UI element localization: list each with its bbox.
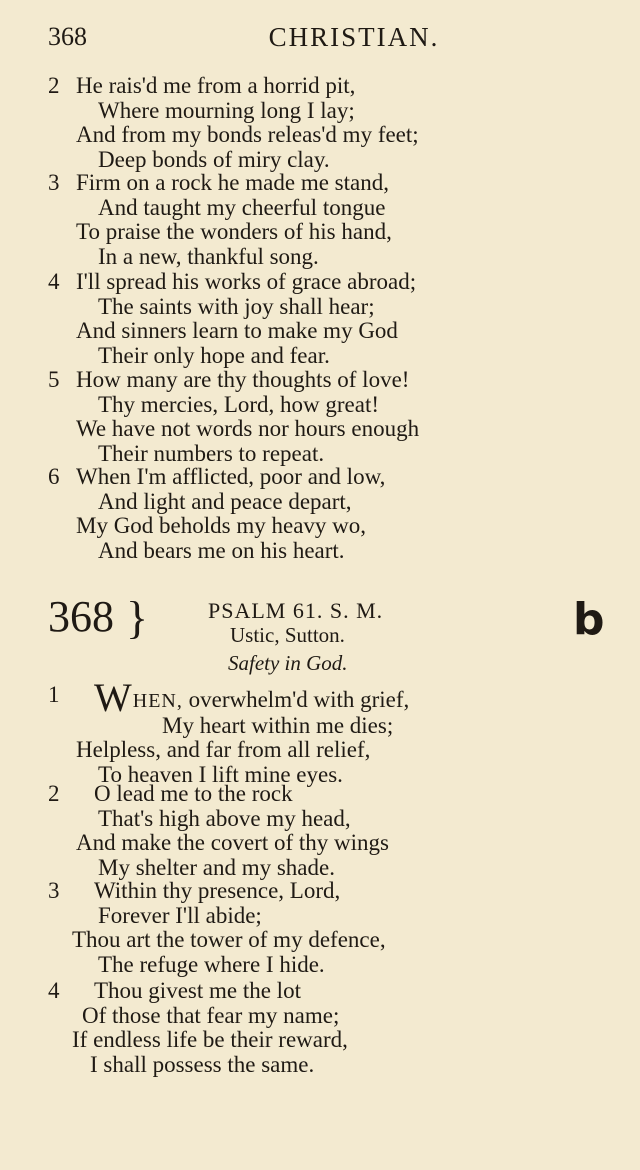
verse-line: Within thy presence, Lord, [94, 878, 341, 903]
verse [48, 675, 630, 787]
verse-line: And bears me on his heart. [98, 537, 345, 563]
verse [48, 879, 630, 977]
verse-line: Their only hope and fear. [98, 342, 330, 368]
page-header [48, 22, 580, 58]
verse-number: 4 [48, 269, 60, 294]
verse-number: 1 [48, 682, 60, 707]
verse-line: Deep bonds of miry clay. [98, 146, 330, 172]
verse-line: And from my bonds releas'd my feet; [76, 122, 419, 147]
page-title: CHRISTIAN. [268, 22, 440, 52]
verse-line: We have not words nor hours enough [76, 416, 420, 441]
verse-number: 5 [48, 367, 60, 392]
verse [48, 465, 630, 563]
verse-line: The saints with joy shall hear; [98, 293, 375, 319]
verse-line-first [48, 675, 630, 720]
verse-line: overwhelm'd with grief, [188, 687, 410, 712]
verse-line: My shelter and my shade. [98, 854, 335, 880]
brace-icon: } [126, 592, 149, 643]
verse-line: And taught my cheerful tongue [98, 194, 386, 220]
verse-line: O lead me to the rock [94, 781, 293, 806]
verse-line: If endless life be their reward, [72, 1027, 348, 1052]
verse-line: Thy mercies, Lord, how great! [98, 391, 380, 417]
psalm-reference: PSALM 61. S. M. [208, 598, 384, 623]
verse-line: How many are thy thoughts of love! [76, 367, 410, 392]
verse-line: Of those that fear my name; [82, 1002, 340, 1028]
verse-line: I'll spread his works of grace abroad; [76, 269, 417, 294]
verse [48, 171, 630, 269]
verse-number: 3 [48, 878, 60, 903]
margin-mark: b [573, 594, 605, 645]
verse-line: To heaven I lift mine eyes. [98, 761, 343, 787]
verse-line: My God beholds my heavy wo, [76, 513, 367, 538]
verse [48, 782, 630, 880]
verse-line: Forever I'll abide; [98, 902, 262, 928]
verse-line: My heart within me dies; [162, 712, 394, 738]
verse-line: When I'm afflicted, poor and low, [76, 464, 386, 489]
verse-line: That's high above my head, [98, 805, 351, 831]
verse-number: 4 [48, 978, 60, 1003]
verse [48, 270, 630, 368]
verse-line: Firm on a rock he made me stand, [76, 170, 389, 195]
verse-line: And make the covert of thy wings [76, 830, 389, 855]
verse [48, 979, 630, 1077]
verse-line: The refuge where I hide. [98, 951, 325, 977]
hymn-subtitle: Safety in God. [228, 651, 348, 675]
verse-number: 2 [48, 73, 60, 98]
verse-number: 2 [48, 781, 60, 806]
tune-names: Ustic, Sutton. [230, 623, 345, 647]
verse-number: 3 [48, 170, 60, 195]
verse [48, 74, 630, 172]
hymn-heading [48, 592, 630, 692]
drop-cap: W [94, 675, 133, 720]
verse-line: Helpless, and far from all relief, [76, 737, 371, 762]
verse-line: Thou givest me the lot [94, 978, 301, 1003]
verse-line: And sinners learn to make my God [76, 318, 398, 343]
verse-line: Where mourning long I lay; [98, 97, 355, 123]
verse-line: Their numbers to repeat. [98, 440, 325, 466]
page-number: 368 [48, 22, 87, 51]
verse-number: 6 [48, 464, 60, 489]
verse-line: In a new, thankful song. [98, 243, 319, 269]
verse-line: To praise the wonders of his hand, [76, 219, 392, 244]
verse-line: He rais'd me from a horrid pit, [76, 73, 356, 98]
hymn-number: 368 [48, 592, 114, 641]
small-caps-word: HEN, [132, 690, 183, 712]
verse [48, 368, 630, 466]
verse-line: I shall possess the same. [90, 1051, 315, 1077]
verse-line: Thou art the tower of my defence, [72, 927, 386, 952]
verse-line: And light and peace depart, [98, 488, 352, 514]
